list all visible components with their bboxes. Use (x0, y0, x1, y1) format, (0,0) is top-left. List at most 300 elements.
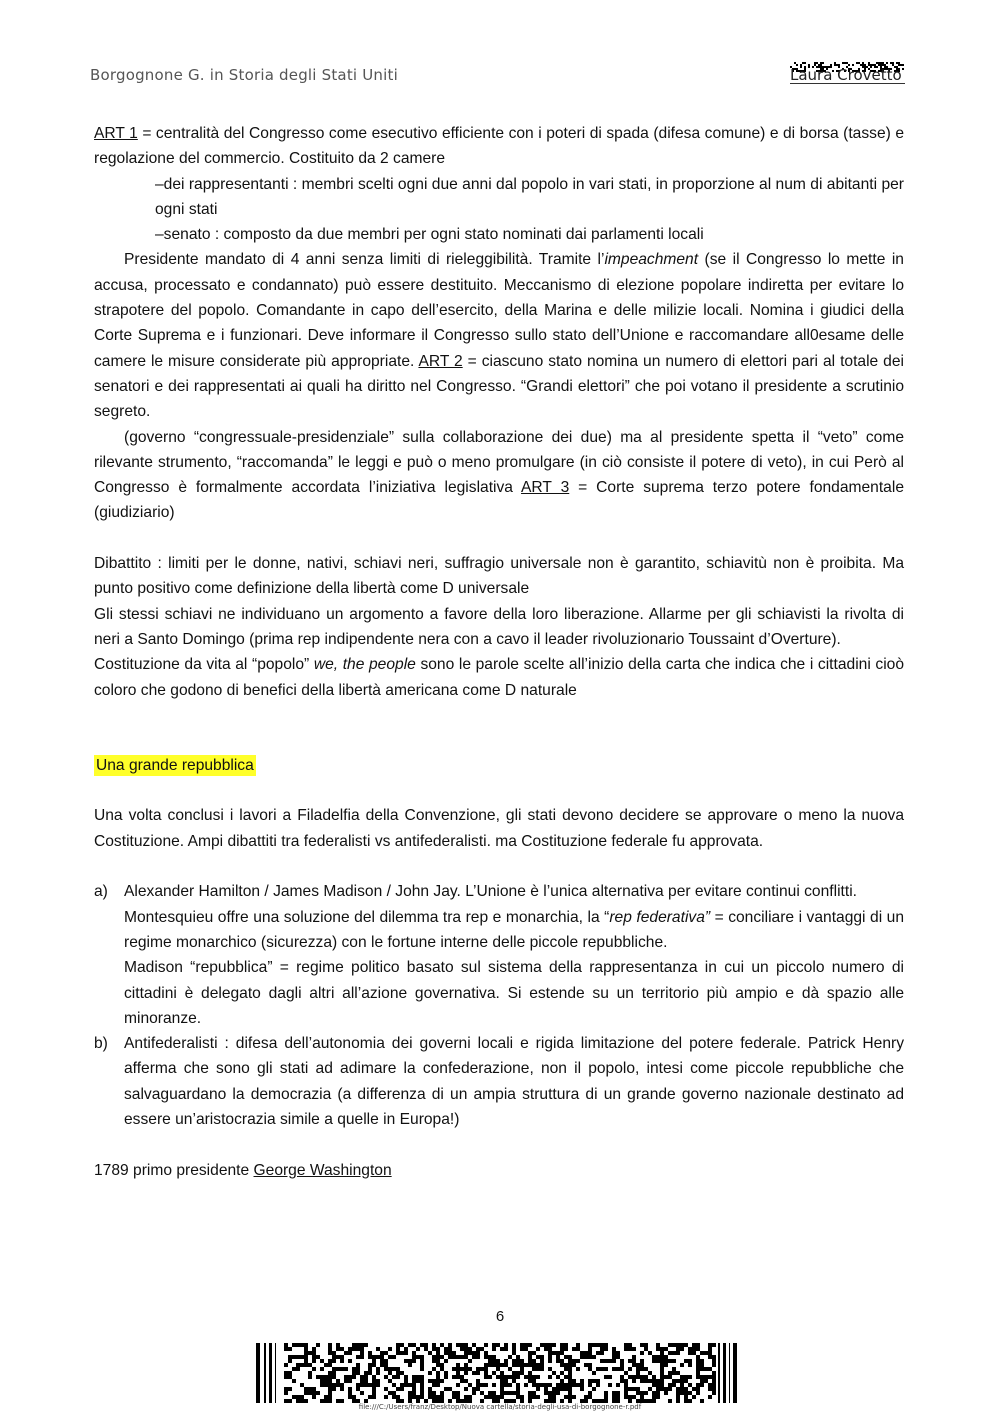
list-item: –dei rappresentanti : membri scelti ogni due anni dal popolo in vari stati, in proporzione al num di abitanti per ogni stati (155, 175, 904, 218)
barcode-cell (684, 1395, 688, 1399)
barcode-cell (568, 1395, 572, 1399)
barcode-cell (688, 1351, 692, 1355)
barcode-cell (328, 1395, 332, 1399)
barcode-cell (660, 1359, 664, 1363)
barcode-cell (312, 1367, 316, 1371)
barcode-cell (540, 1359, 544, 1363)
barcode-cell (536, 1395, 540, 1399)
barcode-cell (288, 1375, 292, 1379)
barcode-cell (328, 1363, 332, 1367)
barcode-cell (640, 1391, 644, 1395)
barcode-cell (496, 1375, 500, 1379)
barcode-cell (292, 1379, 296, 1383)
barcode-cell (348, 1391, 352, 1395)
veto-text-a: (governo “congressuale-presidenziale” sulla collaborazione dei due) ma al presidente spetta il “veto” come rilevante strumento, “raccomanda” le leggi e può o meno promulgare (in ciò consiste il potere di veto), in cui Però al Congresso è formalmente accordata l’iniziativa legislativa (94, 428, 904, 497)
barcode-cell (684, 1391, 688, 1395)
barcode-cell (312, 1351, 316, 1355)
barcode-cell (492, 1343, 496, 1347)
barcode-cell (696, 1343, 700, 1347)
barcode-cell (444, 1351, 448, 1355)
montesquieu-text-b: = conciliare i vantaggi di un regime monarchico (sicurezza) con le fortune interne delle piccole repubbliche. (124, 908, 905, 951)
barcode-cell (460, 1375, 464, 1379)
paragraph-first-president (94, 1158, 904, 1183)
barcode-cell (544, 1343, 548, 1347)
section-title: Una grande repubblica (96, 756, 254, 774)
barcode-cell (412, 1379, 416, 1383)
barcode-cell (692, 1343, 696, 1347)
barcode-cell (444, 1347, 448, 1351)
barcode-cell (588, 1363, 592, 1367)
barcode-cell (660, 1379, 664, 1383)
federalists-text: Alexander Hamilton / James Madison / John Jay. L’Unione è l’unica alternativa per evitare continui conflitti. (124, 883, 857, 901)
barcode-cell (608, 1383, 612, 1387)
barcode-cell (452, 1355, 456, 1359)
barcode-cell (456, 1363, 460, 1367)
people-text-a: Costituzione da vita al “popolo” (94, 656, 314, 674)
paragraph-veto (94, 425, 904, 526)
barcode-cell (652, 1355, 656, 1359)
barcode-cell (804, 62, 806, 64)
barcode-cell (708, 1343, 712, 1347)
footer-barcode-icon (256, 1343, 740, 1403)
barcode-cell (404, 1379, 408, 1383)
barcode-cell (516, 1363, 520, 1367)
barcode-cell (440, 1379, 444, 1383)
barcode-cell (544, 1347, 548, 1351)
barcode-cell (388, 1371, 392, 1375)
barcode-cell (640, 1367, 644, 1371)
barcode-cell (488, 1391, 492, 1395)
barcode-cell (316, 1355, 320, 1359)
barcode-cell (416, 1355, 420, 1359)
barcode-cell (360, 1379, 364, 1383)
barcode-cell (700, 1375, 704, 1379)
barcode-cell (536, 1367, 540, 1371)
barcode-cell (572, 1359, 576, 1363)
barcode-cell (372, 1379, 376, 1383)
barcode-cell (822, 62, 824, 64)
barcode-cell (708, 1375, 712, 1379)
barcode-cell (608, 1359, 612, 1363)
barcode-cell (440, 1363, 444, 1367)
barcode-cell (304, 1347, 308, 1351)
barcode-cell (324, 1383, 328, 1387)
barcode-cell (284, 1375, 288, 1379)
barcode-cell (492, 1371, 496, 1375)
barcode-cell (516, 1375, 520, 1379)
barcode-cell (902, 68, 904, 70)
barcode-cell (700, 1363, 704, 1367)
barcode-cell (580, 1351, 584, 1355)
barcode-cell (564, 1343, 568, 1347)
barcode-cell (616, 1383, 620, 1387)
barcode-cell (680, 1391, 684, 1395)
barcode-cell (700, 1351, 704, 1355)
barcode-cell (644, 1367, 648, 1371)
barcode-cell (548, 1375, 552, 1379)
barcode-cell (592, 1387, 596, 1391)
barcode-cell (500, 1347, 504, 1351)
barcode-cell (688, 1347, 692, 1351)
barcode-cell (328, 1359, 332, 1363)
impeachment-italic: impeachment (604, 251, 699, 269)
barcode-cell (320, 1367, 324, 1371)
barcode-cell (340, 1367, 344, 1371)
barcode-cell (664, 1359, 668, 1363)
barcode-cell (616, 1351, 620, 1355)
list-marker: b) (94, 1035, 108, 1053)
barcode-cell (364, 1371, 368, 1375)
barcode-cell (712, 1363, 716, 1367)
barcode-cell (404, 1375, 408, 1379)
barcode-cell (476, 1379, 480, 1383)
barcode-cell (568, 1387, 572, 1391)
barcode-cell (500, 1371, 504, 1375)
barcode-cell (640, 1343, 644, 1347)
barcode-cell (316, 1375, 320, 1379)
barcode-cell (692, 1347, 696, 1351)
barcode-cell (644, 1343, 648, 1347)
barcode-cell (356, 1343, 360, 1347)
barcode-cell (700, 1383, 704, 1387)
barcode-cell (412, 1395, 416, 1399)
barcode-cell (612, 1355, 616, 1359)
barcode-cell (708, 1351, 712, 1355)
barcode-cell (504, 1379, 508, 1383)
barcode-cell (616, 1355, 620, 1359)
barcode-cell (372, 1387, 376, 1391)
barcode-cell (676, 1347, 680, 1351)
barcode-cell (664, 1347, 668, 1351)
barcode-cell (436, 1359, 440, 1363)
barcode-cell (672, 1367, 676, 1371)
barcode-cell (368, 1351, 372, 1355)
barcode-cell (368, 1363, 372, 1367)
chambers-list (155, 172, 904, 248)
barcode-cell (284, 1343, 288, 1347)
barcode-cell (700, 1359, 704, 1363)
barcode-cell (708, 1387, 712, 1391)
barcode-cell (696, 1371, 700, 1375)
barcode-cell (584, 1355, 588, 1359)
barcode-cell (304, 1363, 308, 1367)
barcode-cell (668, 1343, 672, 1347)
barcode-cell (700, 1379, 704, 1383)
barcode-cell (620, 1359, 624, 1363)
barcode-cell (472, 1391, 476, 1395)
barcode-cell (600, 1367, 604, 1371)
header-author (790, 62, 905, 84)
barcode-cell (548, 1391, 552, 1395)
barcode-cell (352, 1395, 356, 1399)
barcode-cell (440, 1367, 444, 1371)
barcode-cell (340, 1347, 344, 1351)
barcode-cell (524, 1347, 528, 1351)
barcode-cell (328, 1347, 332, 1351)
barcode-cell (568, 1371, 572, 1375)
barcode-cell (560, 1387, 564, 1391)
barcode-cell (328, 1391, 332, 1395)
barcode-cell (324, 1363, 328, 1367)
barcode-cell (372, 1363, 376, 1367)
barcode-cell (548, 1367, 552, 1371)
barcode-cell (420, 1375, 424, 1379)
montesquieu-text-a: Montesquieu offre una soluzione del dilemma tra rep e monarchia, la “ (124, 908, 610, 926)
president-text-a: Presidente mandato di 4 anni senza limiti di rieleggibilità. Tramite l’ (124, 251, 605, 269)
barcode-cell (432, 1395, 436, 1399)
george-washington-link[interactable]: George Washington (253, 1161, 392, 1179)
barcode-cell (794, 62, 796, 64)
barcode-cell (548, 1395, 552, 1399)
barcode-cell (584, 1395, 588, 1399)
barcode-cell (568, 1375, 572, 1379)
barcode-cell (304, 1351, 308, 1355)
barcode-cell (328, 1379, 332, 1383)
barcode-cell (624, 1391, 628, 1395)
barcode-cell (412, 1375, 416, 1379)
barcode-cell (696, 1383, 700, 1387)
barcode-cell (340, 1387, 344, 1391)
barcode-cell (412, 1391, 416, 1395)
barcode-cell (492, 1383, 496, 1387)
barcode-cell (464, 1347, 468, 1351)
barcode-cell (656, 1359, 660, 1363)
barcode-cell (572, 1395, 576, 1399)
barcode-cell (688, 1383, 692, 1387)
barcode-cell (656, 1395, 660, 1399)
barcode-cell (560, 1383, 564, 1387)
barcode-cell (340, 1359, 344, 1363)
barcode-cell (600, 1351, 604, 1355)
barcode-cell (536, 1363, 540, 1367)
barcode-cell (528, 1355, 532, 1359)
barcode-cell (344, 1379, 348, 1383)
header-author-name: Laura Crovetto (790, 66, 902, 84)
barcode-cell (536, 1383, 540, 1387)
barcode-cell (560, 1371, 564, 1375)
barcode-cell (528, 1359, 532, 1363)
barcode-cell (628, 1343, 632, 1347)
barcode-bar (733, 1343, 737, 1403)
barcode-cell (356, 1367, 360, 1371)
list-item-federalists (94, 879, 904, 1031)
barcode-cell (676, 1343, 680, 1347)
barcode-cell (684, 1379, 688, 1383)
barcode-cell (640, 1379, 644, 1383)
barcode-cell (624, 1379, 628, 1383)
barcode-cell (512, 1351, 516, 1355)
barcode-cell (388, 1367, 392, 1371)
barcode-cell (392, 1375, 396, 1379)
barcode-cell (348, 1351, 352, 1355)
barcode-cell (384, 1375, 388, 1379)
barcode-cell (612, 1359, 616, 1363)
barcode-cell (580, 1355, 584, 1359)
barcode-cell (468, 1359, 472, 1363)
barcode-cell (552, 1371, 556, 1375)
barcode-cell (372, 1395, 376, 1399)
barcode-cell (656, 1355, 660, 1359)
barcode-cell (660, 1351, 664, 1355)
barcode-cell (392, 1383, 396, 1387)
barcode-cell (388, 1391, 392, 1395)
barcode-cell (360, 1351, 364, 1355)
barcode-cell (548, 1383, 552, 1387)
barcode-cell (588, 1347, 592, 1351)
barcode-bar (723, 1343, 726, 1403)
barcode-cell (312, 1395, 316, 1399)
barcode-cell (352, 1347, 356, 1351)
barcode-cell (380, 1359, 384, 1363)
barcode-cell (640, 1395, 644, 1399)
barcode-cell (712, 1371, 716, 1375)
barcode-cell (568, 1355, 572, 1359)
barcode-cell (484, 1363, 488, 1367)
page-number: 6 (495, 1308, 505, 1325)
barcode-cell (668, 1359, 672, 1363)
barcode-cell (348, 1359, 352, 1363)
barcode-cell (324, 1379, 328, 1383)
barcode-cell (332, 1355, 336, 1359)
barcode-cell (456, 1391, 460, 1395)
barcode-cell (296, 1363, 300, 1367)
barcode-cell (312, 1359, 316, 1363)
barcode-cell (660, 1375, 664, 1379)
barcode-cell (516, 1387, 520, 1391)
barcode-cell (816, 62, 818, 64)
barcode-cell (304, 1391, 308, 1395)
barcode-cell (604, 1395, 608, 1399)
barcode-cell (636, 1375, 640, 1379)
barcode-cell (444, 1387, 448, 1391)
barcode-cell (878, 62, 880, 64)
barcode-cell (712, 1375, 716, 1379)
barcode-cell (688, 1363, 692, 1367)
barcode-cell (456, 1343, 460, 1347)
barcode-cell (696, 1347, 700, 1351)
barcode-cell (384, 1359, 388, 1363)
barcode-cell (520, 1347, 524, 1351)
barcode-cell (392, 1367, 396, 1371)
art3-label: ART 3 (521, 479, 570, 497)
barcode-cell (676, 1391, 680, 1395)
barcode-cell (456, 1355, 460, 1359)
barcode-cell (356, 1387, 360, 1391)
barcode-cell (328, 1371, 332, 1375)
barcode-cell (484, 1351, 488, 1355)
barcode-cell (624, 1387, 628, 1391)
barcode-cell (624, 1347, 628, 1351)
barcode-cell (436, 1371, 440, 1375)
barcode-cell (372, 1355, 376, 1359)
barcode-cell (632, 1355, 636, 1359)
barcode-cell (496, 1363, 500, 1367)
barcode-cell (492, 1391, 496, 1395)
barcode-cell (472, 1355, 476, 1359)
barcode-cell (564, 1363, 568, 1367)
barcode-cell (564, 1387, 568, 1391)
barcode-cell (448, 1387, 452, 1391)
barcode-cell (388, 1355, 392, 1359)
barcode-cell (308, 1387, 312, 1391)
barcode-cell (532, 1367, 536, 1371)
barcode-cell (488, 1355, 492, 1359)
barcode-cell (516, 1371, 520, 1375)
barcode-cell (432, 1347, 436, 1351)
barcode-cell (684, 1359, 688, 1363)
barcode-cell (528, 1375, 532, 1379)
barcode-cell (684, 1343, 688, 1347)
barcode-cell (312, 1355, 316, 1359)
barcode-cell (444, 1371, 448, 1375)
barcode-cell (452, 1391, 456, 1395)
barcode-cell (456, 1371, 460, 1375)
barcode-cell (308, 1375, 312, 1379)
barcode-cell (368, 1383, 372, 1387)
barcode-cell (564, 1355, 568, 1359)
barcode-cell (284, 1387, 288, 1391)
barcode-cell (412, 1351, 416, 1355)
barcode-cell (344, 1367, 348, 1371)
barcode-cell (580, 1387, 584, 1391)
barcode-cell (412, 1343, 416, 1347)
barcode-cell (592, 1343, 596, 1347)
barcode-cell (656, 1343, 660, 1347)
barcode-cell (452, 1351, 456, 1355)
barcode-cell (632, 1387, 636, 1391)
barcode-cell (664, 1387, 668, 1391)
barcode-cell (420, 1363, 424, 1367)
barcode-cell (508, 1391, 512, 1395)
barcode-cell (584, 1363, 588, 1367)
barcode-cell (556, 1355, 560, 1359)
barcode-cell (492, 1395, 496, 1399)
barcode-cell (508, 1367, 512, 1371)
barcode-cell (384, 1367, 388, 1371)
barcode-cell (680, 1343, 684, 1347)
barcode-cell (588, 1355, 592, 1359)
barcode-cell (420, 1383, 424, 1387)
barcode-cell (288, 1355, 292, 1359)
barcode-cell (536, 1355, 540, 1359)
barcode-cell (592, 1371, 596, 1375)
barcode-cell (504, 1375, 508, 1379)
barcode-cell (476, 1347, 480, 1351)
barcode-cell (524, 1383, 528, 1387)
barcode-cell (876, 62, 878, 64)
barcode-cell (380, 1351, 384, 1355)
barcode-cell (524, 1375, 528, 1379)
barcode-cell (496, 1343, 500, 1347)
barcode-cell (436, 1375, 440, 1379)
barcode-cell (396, 1351, 400, 1355)
barcode-cell (712, 1391, 716, 1395)
barcode-cell (508, 1375, 512, 1379)
barcode-cell (328, 1351, 332, 1355)
barcode-cell (388, 1347, 392, 1351)
barcode-cell (392, 1355, 396, 1359)
barcode-cell (540, 1383, 544, 1387)
barcode-cell (312, 1347, 316, 1351)
barcode-cell (608, 1375, 612, 1379)
barcode-cell (624, 1383, 628, 1387)
barcode-cell (416, 1395, 420, 1399)
barcode-cell (468, 1351, 472, 1355)
barcode-cell (284, 1391, 288, 1395)
barcode-cell (500, 1387, 504, 1391)
barcode-cell (332, 1387, 336, 1391)
barcode-cell (604, 1347, 608, 1351)
